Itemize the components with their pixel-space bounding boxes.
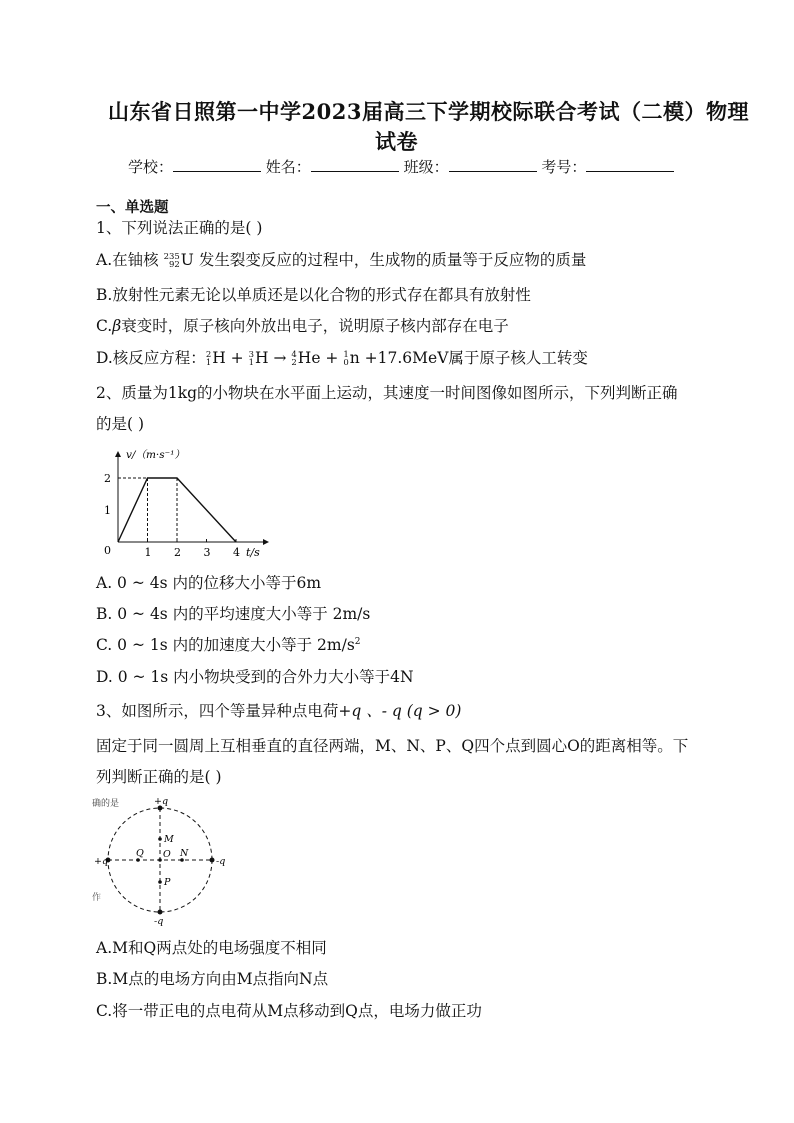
eq-part2: H → [255,349,292,367]
u-mass: 235 [163,252,180,262]
q3-option-c: C.将一带正电的点电荷从M点移动到Q点，电场力做正功 [96,1002,482,1020]
x-tick-label-2: 2 [174,546,181,559]
q2-option-c [96,633,361,655]
q1-option-a [96,248,586,270]
eq-part4: n +17.6MeV [349,349,449,367]
y-axis-label: v/（m·s⁻¹） [126,449,185,461]
origin-label: 0 [104,544,111,557]
he-top: 4 [291,350,297,360]
label-right-charge: -q [216,856,226,867]
q1-c-pre: C. [96,317,113,335]
h3-bot: 1 [248,358,255,368]
name-label: 姓名： [265,158,311,176]
class-field[interactable] [449,157,537,172]
exam-number-field[interactable] [586,157,674,172]
x-axis-label: t/s [246,546,260,559]
q1-stem: 1、下列说法正确的是( ) [96,219,263,237]
section-heading: 一、单选题 [96,199,169,216]
class-label: 班级： [403,158,449,176]
charge-circle-diagram [92,794,242,926]
q1-a-pre: A.在铀核 [96,251,159,269]
q1-a-post: 发生裂变反应的过程中，生成物的质量等于反应物的质量 [198,251,587,269]
label-m: M [164,834,174,845]
q3-option-a: A.M和Q两点处的电场强度不相同 [96,939,327,957]
school-label: 学校： [128,158,174,176]
label-top-charge: +q [154,796,169,807]
q1-d-pre: D.核反应方程： [96,349,206,367]
name-field[interactable] [311,157,399,172]
q2-c-exponent: 2 [354,636,361,647]
corner-text: 确的是 [92,799,120,809]
q3-charge-expression: +q 、- q (q > 0) [338,702,462,720]
u-atomic: 92 [168,260,180,270]
h2-isotope [206,351,211,367]
velocity-time-chart [96,444,276,566]
q1-option-d [96,346,588,368]
q3-stem-line2: 固定于同一圆周上互相垂直的直径两端，M、N、P、Q四个点到圆心O的距离相等。下 [96,737,689,755]
he-isotope [291,351,296,367]
x-tick-label-1: 1 [144,546,152,559]
q3-option-b: B.M点的电场方向由M点指向N点 [96,970,329,988]
exam-number-label: 考号： [541,158,587,176]
n-bot: 0 [343,358,349,368]
q2-option-a: A. 0 ~ 4s 内的位移大小等于6m [96,574,322,592]
charge-right [210,858,215,863]
eq-part3: He + [297,349,344,367]
q3-stem-pre: 3、如图所示，四个等量异种点电荷 [96,702,339,720]
q2-c-text: C. 0 ~ 1s 内的加速度大小等于 2m/s [96,636,355,654]
h2-top: 2 [205,350,212,360]
x-tick-label-4: 4 [233,546,240,559]
q1-option-b: B.放射性元素无论以单质还是以化合物的形式存在都具有放射性 [96,286,531,304]
h3-isotope [249,351,254,367]
q2-option-d: D. 0 ~ 1s 内小物块受到的合外力大小等于4N [96,668,414,686]
q1-option-c [96,314,509,336]
page-title: 山东省日照第一中学2023届高三下学期校际联合考试（二模）物理 [108,99,749,124]
label-q: Q [136,848,144,859]
label-left-charge: +q [94,856,109,867]
q2-stem-line2: 的是( ) [96,415,145,433]
he-bot: 2 [291,358,297,368]
label-p: P [164,877,171,888]
page-title-line2: 试卷 [375,129,418,154]
q3-stem-line3: 列判断正确的是( ) [96,768,222,786]
q2-stem-line1: 2、质量为1kg的小物块在水平面上运动，其速度一时间图像如图所示，下列判断正确 [96,384,678,402]
n-isotope [343,351,348,367]
point-o [158,858,162,862]
point-m [158,837,162,841]
u-symbol: U [180,251,194,269]
q1-c-post: 衰变时，原子核向外放出电子，说明原子核内部存在电子 [121,317,509,335]
label-o: O [163,849,171,860]
q3-stem-line1 [96,699,461,721]
q2-option-b: B. 0 ~ 4s 内的平均速度大小等于 2m/s [96,605,371,623]
q1-d-post: 属于原子核人工转变 [448,349,588,367]
school-field[interactable] [173,157,261,172]
point-p [158,880,162,884]
y-tick-label-1: 1 [104,504,111,517]
h3-top: 3 [248,350,255,360]
x-tick-label-3: 3 [203,546,211,559]
eq-part1: H + [212,349,249,367]
n-top: 1 [343,350,349,360]
edge-mark: 作 [92,893,102,903]
charge-bottom [158,910,163,915]
y-tick-label-2: 2 [104,472,111,485]
info-fields [128,156,674,177]
uranium-isotope [164,253,180,269]
beta-symbol: β [112,317,122,335]
label-bottom-charge: -q [154,916,164,926]
label-n: N [180,848,189,859]
chart-plot-area [104,472,240,559]
h2-bot: 1 [205,358,212,368]
